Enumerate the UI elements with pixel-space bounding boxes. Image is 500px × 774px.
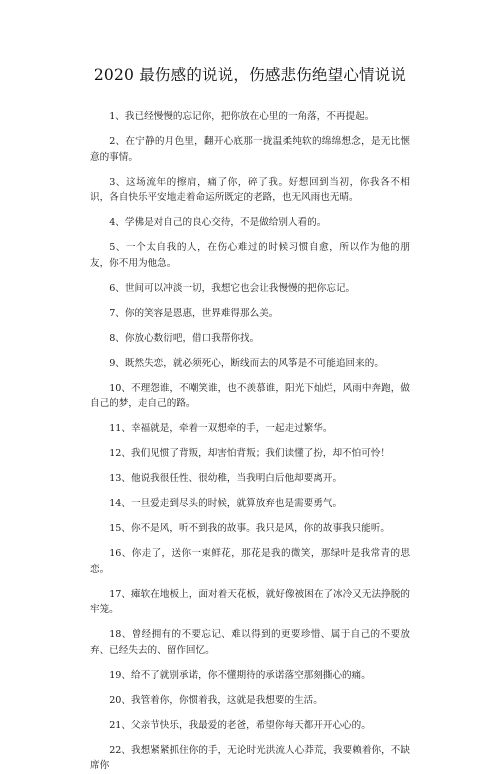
- list-item: 21、父亲节快乐，我最爱的老爸，希望你每天都开开心心的。: [109, 719, 371, 731]
- list-item: 6、世间可以冲淡一切，我想它也会让我慢慢的把你忘记。: [109, 282, 356, 294]
- list-item: 8、你放心数衍吧，借口我帮你找。: [109, 332, 260, 344]
- list-item: 17、瘫软在地板上，面对着天花板，就好像被困在了冰冷又无法挣脱的牢笼。: [90, 588, 410, 616]
- list-item: 1、我已经慢慢的忘记你，把你放在心里的一角落，不再提起。: [109, 111, 375, 122]
- list-item: 11、幸福就是，牵着一双想牵的手，一起走过繁华。: [109, 423, 333, 435]
- list-item: 14、一旦爱走到尽头的时候，就算放弃也是需要勇气。: [109, 498, 343, 510]
- list-item: 5、一个太自我的人，在伤心难过的时候习惯自愈，所以作为他的朋友，你不用为他急。: [90, 242, 410, 269]
- list-item: 20、我管着你，你惯着我，这就是我想要的生活。: [109, 694, 323, 706]
- list-item: 9、既然失恋，就必须死心，断线而去的风筝是不可能追回来的。: [109, 357, 384, 369]
- list-item: 4、学佛是对自己的良心交待，不是做给别人看的。: [109, 217, 327, 229]
- page-title: 2020 最伤感的说说，伤感悲伤绝望心情说说: [93, 66, 407, 84]
- quote-list: [90, 109, 410, 774]
- list-item: 10、不理怨谁，不嘲笑谁，也不羡慕谁，阳光下灿烂，风雨中奔跑，做自己的梦，走自己的路。: [90, 382, 410, 410]
- list-item: 7、你的笑容是恩惠，世界难得那么美。: [109, 307, 279, 319]
- list-item: 2、在宁静的月色里，翻开心底那一拢温柔纯软的绵绵想念，是无比惬意的事情。: [90, 135, 410, 163]
- list-item: 16、你走了，送你一束鲜花，那花是我的微笑，那绿叶是我常青的思恋。: [90, 548, 410, 575]
- list-item: 12、我们见惯了背叛，却害怕背叛；我们读懂了扮，却不怕可怜！: [109, 448, 391, 460]
- list-item: 3、这场流年的擦肩，痛了你，碎了我。好想回到当初，你我各不相识，各自快乐平安地走着命运所既定的老路，也无风雨也无晴。: [90, 176, 410, 204]
- list-item: 15、你不是风，听不到我的故事。我只是风，你的故事我只能听。: [109, 523, 391, 535]
- list-item: 18、曾经拥有的不要忘记、难以得到的更要珍惜、属于自己的不要放弃、已经失去的、留作回忆。: [90, 629, 410, 656]
- list-item: 13、他说我很任性、很幼稚，当我明白后他却要离开。: [109, 473, 343, 485]
- list-item: 22、我想紧紧抓住你的手，无论时光洪流人心莽荒，我要赖着你，不缺席你: [90, 744, 410, 772]
- list-item: 19、给不了就别承诺，你不懂期待的承诺落空那刻撕心的痛。: [109, 669, 371, 681]
